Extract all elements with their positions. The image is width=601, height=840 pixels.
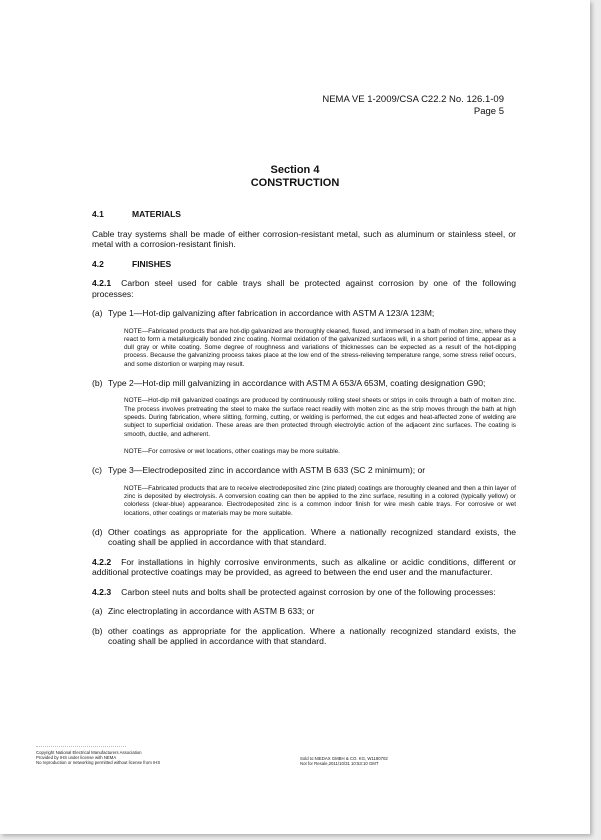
clause-title: MATERIALS bbox=[132, 209, 181, 219]
clause-4-2-3 bbox=[92, 587, 516, 598]
note-type2-wet: NOTE—For corrosive or wet locations, other coatings may be more suitable. bbox=[124, 447, 340, 455]
clause-number: 4.2 bbox=[92, 258, 104, 269]
clause-text: For installations in highly corrosive environments, such as alkaline or acidic conditions, different or additional protective coatings may be provided, as agreed to between the end user and the manufacturer. bbox=[92, 556, 516, 578]
list-item-zinc-electroplating bbox=[92, 606, 516, 617]
footer-line: No reproduction or networking permitted without license from IHS bbox=[36, 760, 161, 766]
list-item-type2 bbox=[92, 378, 516, 389]
footer-line: Provided by IHS under license with NEMA bbox=[36, 755, 117, 761]
section-number: Section 4 bbox=[270, 164, 320, 176]
list-label: (b) bbox=[92, 625, 103, 636]
list-label: (a) bbox=[92, 606, 103, 617]
list-item-other-coatings-bolts bbox=[92, 626, 516, 647]
list-item-type1 bbox=[92, 308, 516, 319]
note-type1: NOTE—Fabricated products that are hot-dip galvanized are thoroughly cleaned, fluxed, and immersed in a bath of molten zinc, where they react to form a metallurgically bonded zinc coating. Normal oxidation of the galvanized surfaces will, in a short period of time, appear as a dull gray or white coating. Some degree of roughness and variations of thicknesses can be expected as a result of the hot-dipping process. Because the galvanizing process takes place at the low end of the stress-relieving temperature range, some stress relief occurs, and some distortion or warping may result. bbox=[124, 327, 516, 368]
clause-number: 4.2.2 bbox=[92, 556, 112, 567]
list-label: (d) bbox=[92, 526, 103, 537]
clause-number: 4.1 bbox=[92, 209, 104, 219]
list-label: (a) bbox=[92, 308, 103, 318]
section-heading bbox=[0, 164, 590, 190]
clause-title: FINISHES bbox=[132, 258, 172, 269]
clause-text: Carbon steel used for cable trays shall be protected against corrosion by one of the following processes: bbox=[92, 278, 516, 299]
footer-line: Copyright National Electrical Manufacturers Association bbox=[36, 750, 142, 755]
page-number: Page 5 bbox=[473, 106, 504, 117]
list-item-type3 bbox=[92, 465, 516, 476]
clause-4-2-1 bbox=[92, 278, 516, 299]
list-text: Type 2—Hot-dip mill galvanizing in accordance with ASTM A 653/A 653M, coating designation G90; bbox=[108, 377, 486, 388]
footer-divider bbox=[36, 746, 126, 747]
note-type3: NOTE—Fabricated products that are to receive electrodeposited zinc (zinc plated) coatings are thoroughly cleaned and then a thin layer of zinc is deposited by electrolysis. A conversion coating can then be applied to the zinc surface, resulting in a colored (typically yellow) or colorless (clear-blue) appearance. Electrodeposited zinc is a common indoor finish for wire mesh cable trays. For corrosive or wet locations, other coatings or materials may be more suitable. bbox=[124, 484, 516, 517]
clause-number: 4.2.1 bbox=[92, 278, 112, 288]
license-footer bbox=[300, 756, 388, 766]
materials-paragraph: Cable tray systems shall be made of either corrosion-resistant metal, such as aluminum or stainless steel, or metal with a corrosion-resistant finish. bbox=[92, 228, 516, 249]
copyright-footer bbox=[36, 750, 160, 766]
list-text: Type 3—Electrodeposited zinc in accordance with ASTM B 633 (SC 2 minimum); or bbox=[108, 465, 426, 476]
list-text: Other coatings as appropriate for the application. Where a nationally recognized standard exists, the coating shall be applied in accordance with that standard. bbox=[108, 526, 516, 548]
footer-line: Sold to:NIEDAX GMBH & CO. KG, W1180702 bbox=[300, 756, 388, 761]
list-text: other coatings as appropriate for the application. Where a nationally recognized standard exists, the coating shall be applied in accordance with that standard. bbox=[108, 625, 516, 647]
document-id: NEMA VE 1-2009/CSA C22.2 No. 126.1-09 bbox=[322, 94, 504, 105]
running-header bbox=[322, 94, 504, 118]
list-text: Type 1—Hot-dip galvanizing after fabrication in accordance with ASTM A 123/A 123M; bbox=[108, 308, 435, 318]
clause-heading-4-2 bbox=[92, 259, 516, 270]
clause-number: 4.2.3 bbox=[92, 586, 112, 597]
list-label: (c) bbox=[92, 465, 103, 476]
footer-line: Not for Resale,2011/10/31 10:53:10 GMT bbox=[300, 761, 379, 767]
clause-heading-4-1 bbox=[92, 209, 516, 220]
clause-text: Carbon steel nuts and bolts shall be protected against corrosion by one of the following processes: bbox=[121, 586, 496, 597]
section-title: CONSTRUCTION bbox=[250, 177, 340, 189]
list-label: (b) bbox=[92, 377, 103, 388]
document-body bbox=[92, 209, 516, 656]
note-type2: NOTE—Hot-dip mill galvanized coatings are produced by continuously rolling steel sheets or strips in coils through a bath of molten zinc. The process involves pretreating the steel to make the surface react readily with molten zinc as the strip moves through the bath at high speeds. During fabrication, where slitting, forming, cutting, or welding is performed, the cut edges and heat-affected zone of welding are subject to superficial oxidation. These areas are then protected through electrolytic action of the adjacent zinc surfaces. The coating is smooth, ductile, and adherent. bbox=[124, 397, 516, 438]
list-text: Zinc electroplating in accordance with ASTM B 633; or bbox=[108, 606, 315, 617]
list-item-other-coatings bbox=[92, 527, 516, 548]
clause-4-2-2 bbox=[92, 557, 516, 578]
